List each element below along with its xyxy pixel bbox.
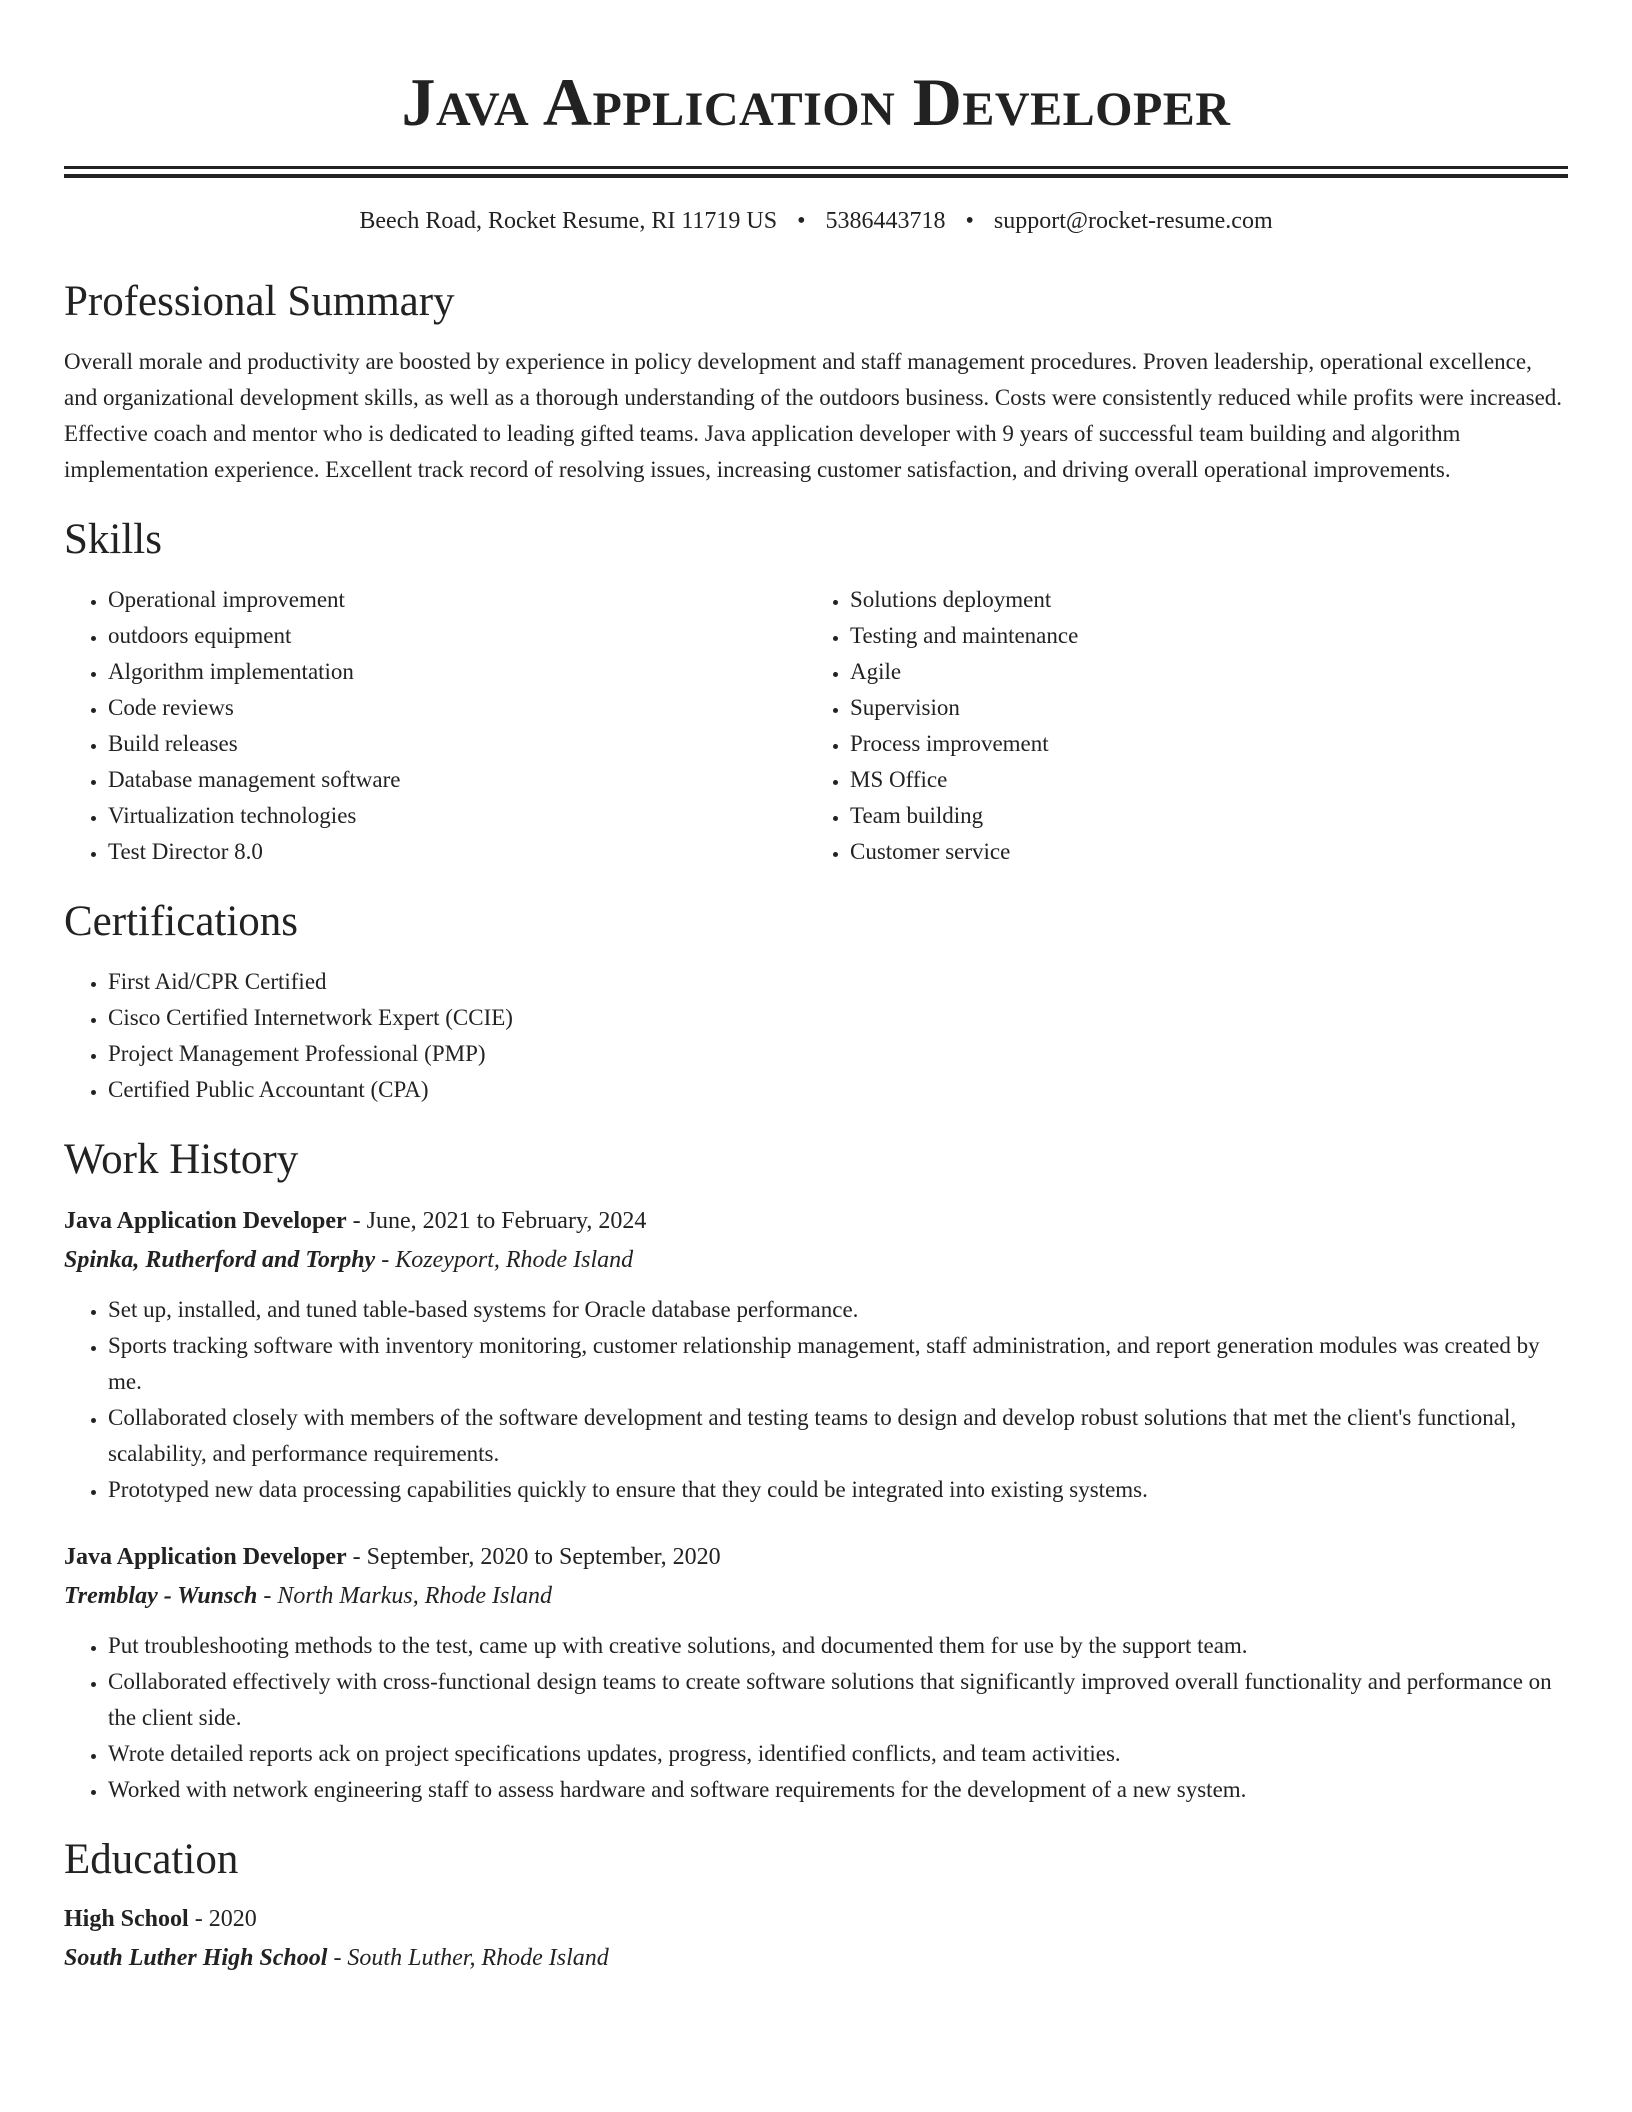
certifications-heading: Certifications [64,898,299,945]
education-heading: Education [64,1836,239,1883]
education-year: - 2020 [188,1906,257,1932]
job-bullet: • Set up, installed, and tuned table-based systems for Oracle database performance. [108,1292,1568,1328]
job-bullet: • Wrote detailed reports ack on project specifications updates, progress, identified conflicts, and team activities. [108,1736,1568,1772]
skill-item: • Process improvement [850,726,1548,762]
job-company: Tremblay - Wunsch [64,1583,258,1609]
summary-heading: Professional Summary [64,278,455,325]
job-dates: - June, 2021 to February, 2024 [346,1208,647,1234]
job-bullets [64,1628,1568,1808]
job-entry [64,1538,1568,1808]
job-header [64,1202,1568,1241]
skill-item: • Supervision [850,690,1548,726]
job-title: Java Application Developer [64,1208,347,1234]
skill-item: • Solutions deployment [850,582,1548,618]
contact-phone: 5386443718 [825,208,946,234]
skill-item: • Team building [850,798,1548,834]
work-history-heading: Work History [64,1136,299,1183]
certification-item: • Certified Public Accountant (CPA) [108,1072,1568,1108]
job-employer-line [64,1241,1568,1280]
skills-list-left [64,582,806,870]
skill-item: • Test Director 8.0 [108,834,806,870]
job-header [64,1538,1568,1577]
education-location: - South Luther, Rhode Island [327,1945,609,1971]
skill-item: • Database management software [108,762,806,798]
job-bullet: • Worked with network engineering staff to assess hardware and software requirements for the development of a new system. [108,1772,1568,1808]
skill-item: • Code reviews [108,690,806,726]
job-bullet: • Collaborated effectively with cross-functional design teams to create software solutions that significantly improved overall functionality and performance on the client side. [108,1664,1568,1736]
job-title: Java Application Developer [64,1544,347,1570]
job-location: - Kozeyport, Rhode Island [375,1247,634,1273]
skills-list-right [806,582,1548,870]
skills-column-left [64,582,806,870]
skills-grid [64,582,1568,870]
summary-text: Overall morale and productivity are boosted by experience in policy development and staff management procedures. Proven leadership, operational excellence, and organizational development skills, as well as a thorough understanding of the outdoors business. Costs were consistently reduced while profits were increased. Effective coach and mentor who is dedicated to leading gifted teams. Java application developer with 9 years of successful team building and algorithm implementation experience. Excellent track record of resolving issues, increasing customer satisfaction, and driving overall operational improvements. [64,349,1563,482]
skill-item: • MS Office [850,762,1548,798]
certification-item: • Cisco Certified Internetwork Expert (CCIE) [108,1000,1568,1036]
contact-address: Beech Road, Rocket Resume, RI 11719 US [359,208,778,234]
job-location: - North Markus, Rhode Island [257,1583,553,1609]
certifications-list [64,964,1568,1108]
contact-line [64,206,1568,236]
header-rule-thin [64,166,1568,169]
certification-item: • First Aid/CPR Certified [108,964,1568,1000]
resume-name: Java Application Developer [401,64,1231,140]
job-bullets [64,1292,1568,1508]
header-rule-thick [64,174,1568,178]
skill-item: • Virtualization technologies [108,798,806,834]
skill-item: • Customer service [850,834,1548,870]
education-school: South Luther High School [64,1945,328,1971]
education-degree: High School [64,1906,189,1932]
job-entry [64,1202,1568,1508]
job-bullet: • Prototyped new data processing capabilities quickly to ensure that they could be integrated into existing systems. [108,1472,1568,1508]
skills-column-right [806,582,1548,870]
job-bullet: • Sports tracking software with inventory monitoring, customer relationship management, staff administration, and report generation modules was created by me. [108,1328,1568,1400]
skill-item: • Operational improvement [108,582,806,618]
job-bullet: • Put troubleshooting methods to the test, came up with creative solutions, and documented them for use by the support team. [108,1628,1568,1664]
contact-separator: • [797,208,806,234]
education-school-line [64,1939,1568,1978]
skill-item: • Build releases [108,726,806,762]
education-header [64,1900,1568,1939]
skill-item: • Testing and maintenance [850,618,1548,654]
certification-item: • Project Management Professional (PMP) [108,1036,1568,1072]
skill-item: • outdoors equipment [108,618,806,654]
job-bullet: • Collaborated closely with members of the software development and testing teams to design and develop robust solutions that met the client's functional, scalability, and performance requirements. [108,1400,1568,1472]
skills-heading: Skills [64,516,162,563]
contact-separator: • [965,208,974,234]
job-company: Spinka, Rutherford and Torphy [64,1247,376,1273]
job-dates: - September, 2020 to September, 2020 [346,1544,721,1570]
contact-email: support@rocket-resume.com [993,208,1273,234]
skill-item: • Algorithm implementation [108,654,806,690]
skill-item: • Agile [850,654,1548,690]
job-employer-line [64,1577,1568,1616]
